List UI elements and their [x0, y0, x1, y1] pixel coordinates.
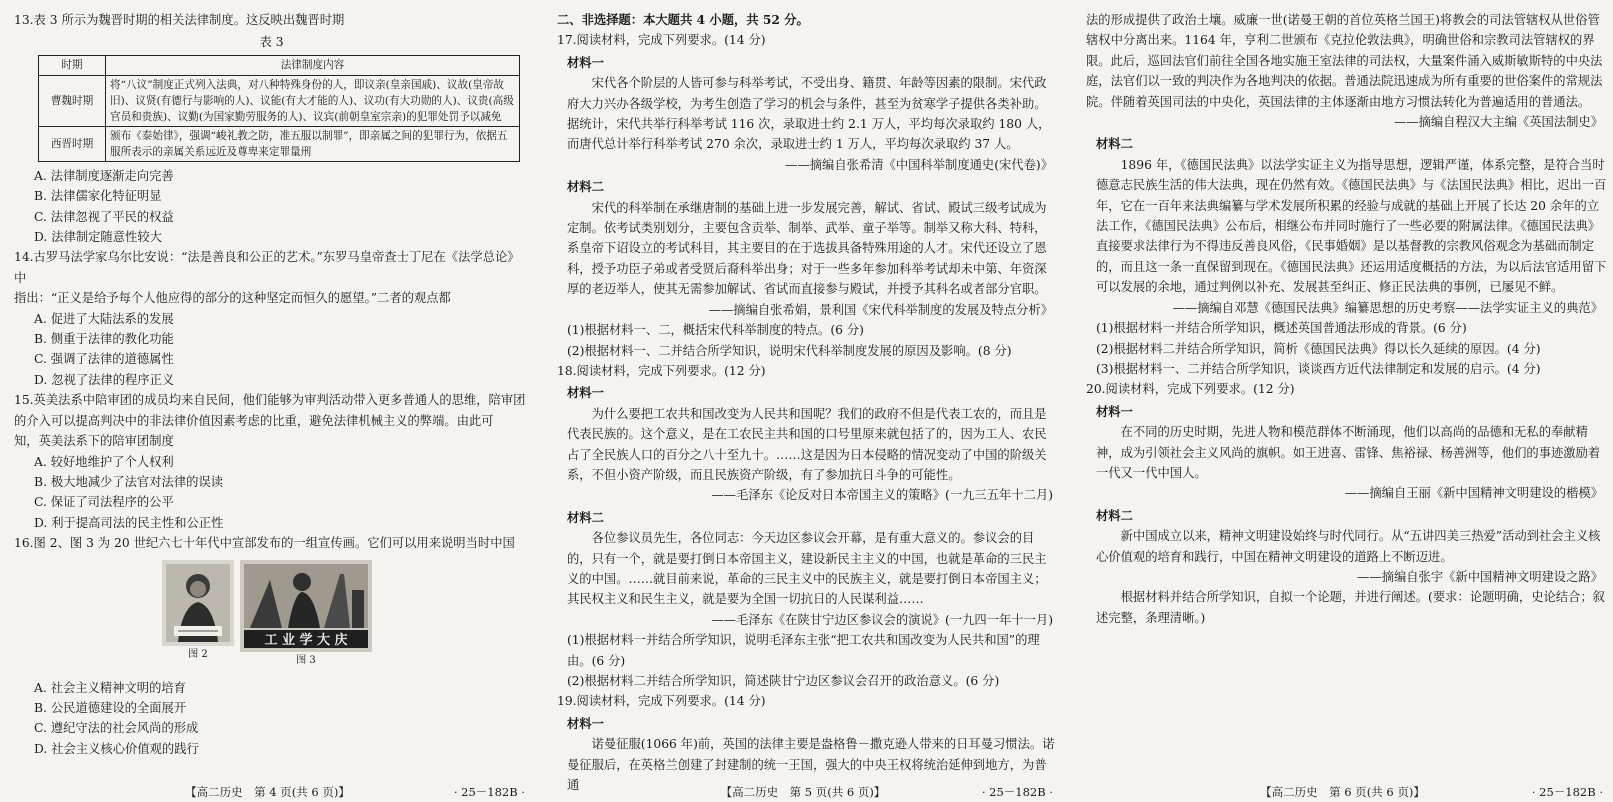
task-item: (2)根据材料二并结合所学知识，简述陕甘宁边区参议会召开的政治意义。(6 分): [567, 674, 1000, 688]
task-item: (1)根据材料一、二，概括宋代科举制度的特点。(6 分): [567, 323, 864, 338]
table-3: [38, 55, 520, 162]
material-source: ——毛泽东《在陕甘宁边区参议会的演说》(一九四一年十一月): [711, 612, 1053, 627]
question-15-stem-line: 的介入可以提高判决中的非法律价值因素考虑的比重，避免法律机械主义的弊端。由此可: [14, 413, 494, 428]
material-source: ——摘编自张宇《新中国精神文明建设之路》: [1357, 569, 1603, 584]
q14-option-b: B. 侧重于法律的教化功能: [34, 332, 174, 347]
question-14-stem-line: 指出：“正义是给予每个人他应得的部分的这种坚定而恒久的愿望。”二者的观点都: [14, 291, 451, 306]
table-header-row: [39, 55, 520, 75]
question-15-stem-line: 知，英美法系下的陪审团制度: [14, 434, 174, 449]
q16-option-a: A. 社会主义精神文明的培育: [34, 680, 186, 695]
q14-option-a: A. 促进了大陆法系的发展: [34, 311, 174, 326]
question-18-stem: 18.阅读材料，完成下列要求。(12 分): [557, 363, 766, 378]
q13-option-d: D. 法律制定随意性较大: [34, 230, 162, 245]
figure-3-caption: 图 3: [296, 654, 316, 666]
task-item: (1)根据材料一并结合所学知识，概述英国普通法形成的背景。(6 分): [1096, 321, 1467, 336]
table-cell-content: 将“八议”制度正式列入法典，对八种特殊身份的人，即议亲(皇亲国戚)、议故(皇帝故旧)、议贤(有德行与影响的人)、议能(有大才能的人)、议功(有大功勋的人)、议贵(高级官员和贵族)、议勤(为国家勤劳服务的人)、议宾(前朝皇室宗亲)的犯罪处罚予以减免: [106, 75, 520, 126]
material-text: 宋代的科举制在承继唐制的基础上进一步发展完善，解试、省试、殿试三级考试成为定制。依考试类别划分，主要包含贡举、制举、武举、童子举等。制举又称大科、特科，系皇帝下诏设立的考试科目，其主要目的在于选拔具备特殊用途的人才。宋代还设立了恩科，授予功臣子弟或者受贤后裔科举出身；对于一些多年参加科举考试却未中第、年资深厚的老迈举人，使其无需参加解试、省试而直接参与殿试，并授予其科名或者部分官职。: [567, 200, 1047, 297]
q14-option-d: D. 忽视了法律的程序正义: [34, 372, 175, 387]
poster-figures: [162, 560, 529, 668]
q16-option-b: B. 公民道德建设的全面展开: [34, 700, 187, 715]
table-header-era: 时期: [39, 55, 106, 75]
q15-option-b: B. 极大地减少了法官对法律的误读: [34, 474, 224, 489]
section-heading: 二、非选择题：本大题共 4 小题，共 52 分。: [557, 12, 809, 27]
question-13-stem: 13.表 3 所示为魏晋时期的相关法律制度。这反映出魏晋时期: [14, 13, 345, 27]
material-source: ——毛泽东《论反对日本帝国主义的策略》(一九三五年十二月): [711, 488, 1053, 503]
material-label: 材料二: [567, 179, 604, 195]
table-cell-era: 曹魏时期: [39, 75, 106, 126]
paper-code: · 25－182B ·: [981, 785, 1053, 799]
question-16-stem: 16.图 2、图 3 为 20 世纪六七十年代中宣部发布的一组宣传画。它们可以用来说明当时中国: [14, 536, 515, 551]
exam-page-6: [1072, 0, 1613, 800]
material-source: ——摘编自邓慧《德国民法典》编纂思想的历史考察——法学实证主义的典范》: [1172, 300, 1603, 315]
material-source: ——摘编自王丽《新中国精神文明建设的楷模》: [1344, 486, 1603, 501]
figure-2: [162, 560, 234, 668]
q13-option-a: A. 法律制度逐渐走向完善: [34, 168, 174, 183]
table-row: [39, 75, 520, 126]
poster-slogan: 工 业 学 大 庆: [264, 632, 348, 648]
material-text: 宋代各个阶层的人皆可参与科举考试，不受出身、籍贯、年龄等因素的限制。宋代政府大力兴办各级学校，为考生创造了学习的机会与条件，甚至为贫寒学子提供各类补助。据统计，宋代共举行科举考试 116 次，录取进士约 2.1 万人，平均每次录取约 180 人，而唐代总计举行科举考试 270 余次，录取进士约 1 万人，平均每次录取约 37 人。: [567, 76, 1051, 152]
material-source: ——摘编自张希清《中国科举制度通史(宋代卷)》: [785, 157, 1053, 172]
question-15-stem-line: 15.英美法系中陪审团的成员均来自民间，他们能够为审判活动带入更多普通人的思维，陪审团: [14, 393, 526, 408]
q15-option-a: A. 较好地维护了个人权利: [34, 454, 174, 469]
task-item: (1)根据材料一并结合所学知识，说明毛泽东主张“把工农共和国改变为人民共和国”的理由。(6 分): [567, 633, 1040, 668]
task-item: (2)根据材料一、二并结合所学知识，说明宋代科举制度发展的原因及影响。(8 分): [567, 343, 1012, 358]
material-text: 各位参议员先生，各位同志：今天边区参议会开幕，是有重大意义的。参议会的目的，只有一个，就是要打倒日本帝国主义，建设新民主主义的中国，也就是革命的三民主义的中国。……就目前来说，革命的三民主义中的民族主义，就是要打倒日本帝国主义；其民权主义和民生主义，就是要为全国一切抗日的人民谋利益……: [567, 531, 1047, 607]
material-label: 材料二: [1096, 136, 1133, 152]
table-header-content: 法律制度内容: [106, 55, 520, 75]
task-item: 根据材料并结合所学知识，自拟一个论题，并进行阐述。(要求：论题明确，史论结合；叙述完整，条理清晰。): [1096, 590, 1605, 625]
material-text: 为什么要把工农共和国改变为人民共和国呢？我们的政府不但是代表工农的，而且是代表民族的。这个意义，是在工农民主共和国的口号里原来就包括了的，因为工人、农民占了全民族人口的百分之八十至九十。……这是因为日本侵略的情况变动了中国的阶级关系，不但小资产阶级，而且民族资产阶级，有了参加抗日斗争的可能性。: [567, 406, 1047, 482]
question-19-stem: 19.阅读材料，完成下列要求。(14 分): [557, 694, 766, 709]
material-label: 材料一: [567, 54, 604, 70]
page-number: 【高二历史 第 6 页(共 6 页)】: [1260, 785, 1425, 799]
material-label: 材料一: [1096, 403, 1133, 419]
task-item: (3)根据材料一、二并结合所学知识，谈谈西方近代法律制定和发展的启示。(4 分): [1096, 361, 1541, 376]
material-label: 材料二: [1096, 507, 1133, 523]
q14-option-c: C. 强调了法律的道德属性: [34, 352, 174, 367]
paper-code: · 25－182B ·: [453, 785, 525, 799]
figure-3: [240, 560, 372, 668]
table-cell-era: 西晋时期: [39, 126, 106, 161]
material-text: 法的形成提供了政治土壤。威廉一世(诺曼王朝的首位英格兰国王)将教会的司法管辖权从世俗管辖权中分离出来。1164 年，亨利二世颁布《克拉伦敦法典》，明确世俗和宗教司法管辖权的界限。此后，巡回法官们前往全国各地实施王室法律的司法权，大量案件涌入威斯敏斯特的中央法庭，法官们以一致的判决作为各地判决的依据。普通法院迅速成为所有重要的世俗案件的常规法院。伴随着英国司法的中央化，英国法律的主体逐渐由地方习惯法转化为普遍适用的普通法。: [1086, 13, 1603, 109]
figure-2-caption: 图 2: [188, 648, 208, 660]
material-source: ——摘编自程汉大主编《英国法制史》: [1393, 115, 1603, 130]
poster-woman-image: [162, 560, 234, 646]
q16-option-d: D. 社会主义核心价值观的践行: [34, 741, 199, 756]
q13-option-b: B. 法律儒家化特征明显: [34, 189, 162, 204]
q13-option-c: C. 法律忽视了平民的权益: [34, 209, 174, 224]
material-label: 材料一: [567, 385, 604, 401]
task-item: (2)根据材料二并结合所学知识，简析《德国民法典》得以长久延续的原因。(4 分): [1096, 341, 1541, 356]
table-cell-content: 颁布《泰始律》，强调“峻礼教之防，准五服以制罪”，即亲属之间的犯罪行为，依据五服所表示的亲属关系远近及尊卑来定罪量刑: [106, 126, 520, 161]
table-row: [39, 126, 520, 161]
material-label: 材料二: [567, 509, 604, 525]
exam-page-4: [0, 0, 535, 800]
page-number: 【高二历史 第 4 页(共 6 页)】: [185, 785, 350, 799]
material-text: 诺曼征服(1066 年)前，英国的法律主要是盎格鲁－撒克逊人带来的日耳曼习惯法。诺曼征服后，在英格兰创建了封建制的统一王国，强大的中央王权将统治延伸到地方，为普通: [567, 737, 1055, 793]
q16-option-c: C. 遵纪守法的社会风尚的形成: [34, 721, 199, 736]
page-number: 【高二历史 第 5 页(共 6 页)】: [720, 785, 886, 799]
question-14-stem-line: 14.古罗马法学家乌尔比安说：“法是善良和公正的艺术。”东罗马皇帝查士丁尼在《法学总论》中: [14, 250, 520, 285]
paper-code: · 25－182B ·: [1531, 785, 1603, 799]
question-17-stem: 17.阅读材料，完成下列要求。(14 分): [557, 33, 766, 48]
table-3-caption: 表 3: [259, 35, 284, 50]
material-text: 新中国成立以来，精神文明建设始终与时代同行。从“五讲四美三热爱”活动到社会主义核心价值观的培育和践行，中国在精神文明建设的道路上不断迈进。: [1096, 529, 1601, 564]
question-20-stem: 20.阅读材料，完成下列要求。(12 分): [1086, 382, 1295, 397]
poster-workers-image: [240, 560, 372, 652]
material-label: 材料一: [567, 715, 604, 731]
material-source: ——摘编自张希娟，景利国《宋代科举制度的发展及特点分析》: [708, 302, 1053, 317]
q15-option-d: D. 利于提高司法的民主性和公正性: [34, 515, 224, 530]
q15-option-c: C. 保证了司法程序的公平: [34, 495, 174, 510]
exam-page-5: [543, 0, 1063, 800]
material-text: 1896 年，《德国民法典》以法学实证主义为指导思想，逻辑严谨，体系完整，是符合当时德意志民族生活的伟大法典，现在仍然有效。《德国民法典》与《法国民法典》相比，迟出一百年，它在一百年来法典编纂与学术发展所积累的经验与成就的基础上开展了长达 20 余年的立法工作，《德国民法典》公布后，相继公布并同时施行了一些必要的附属法律。《德国民法典》直接要求法律行为不得违反善良风俗，《民事婚姻》是以基督教的宗教风俗观念为基础而制定的，而且这一条一直保留到现在。《德国民法典》还运用适度概括的方法，为以后法官适用留下可以发展的余地，通过判例以补充、发展甚至纠正、修正民法典的事例，已屡见不鲜。: [1096, 157, 1607, 295]
material-text: 在不同的历史时期，先进人物和模范群体不断涌现，他们以高尚的品德和无私的奉献精神，成为引领社会主义风尚的旗帜。如王进喜、雷锋、焦裕禄、杨善洲等，他们的事迹激励着一代又一代中国人。: [1096, 425, 1601, 480]
